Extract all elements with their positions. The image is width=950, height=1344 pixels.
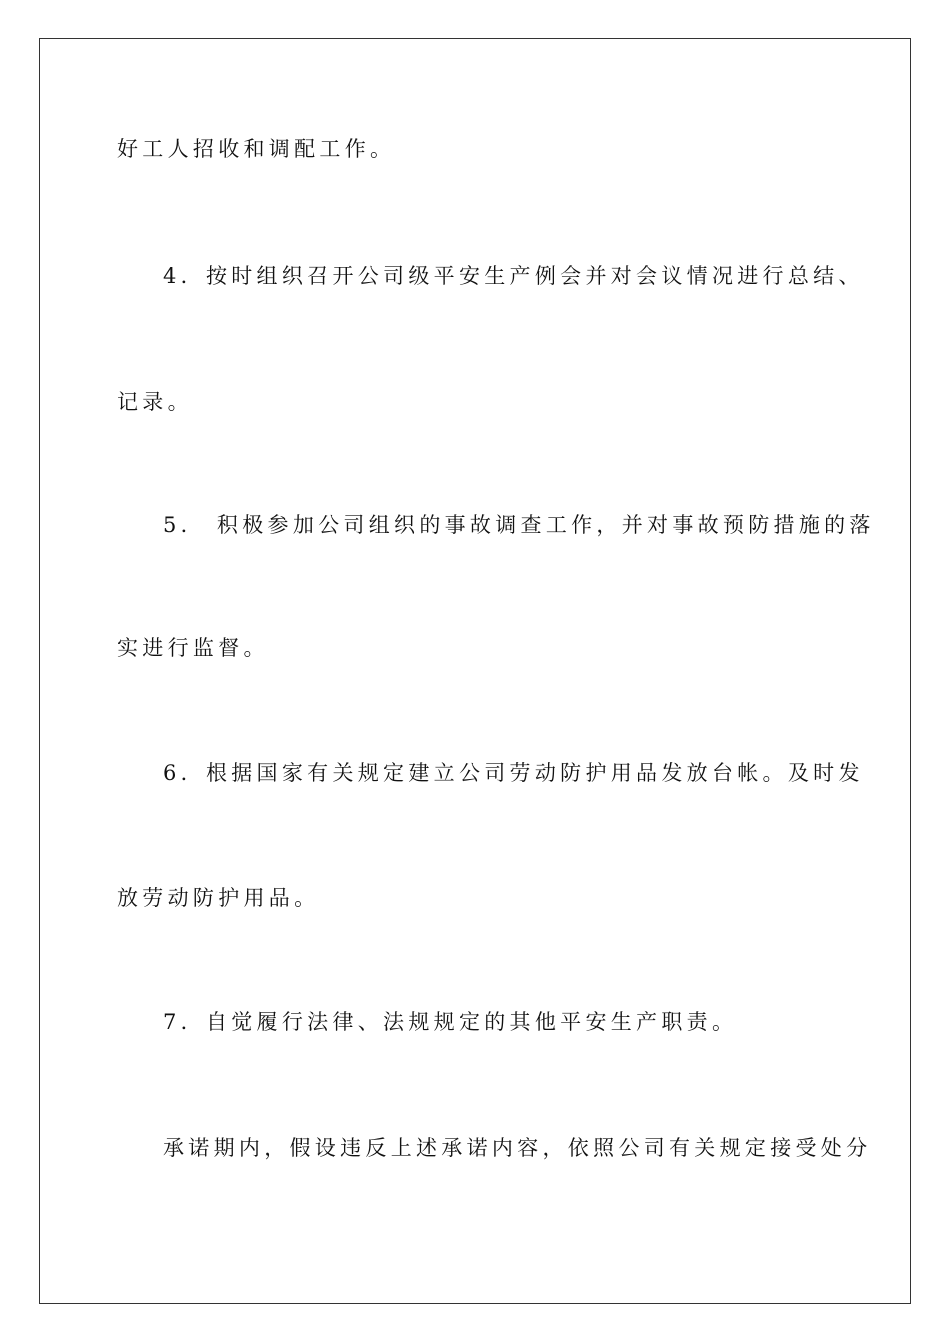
item-5-line-1: 5． 积极参加公司组织的事故调查工作，并对事故预防措施的落 <box>163 513 875 537</box>
text-line-1: 好工人招收和调配工作。 <box>117 137 396 161</box>
item-6-line-1: 6．根据国家有关规定建立公司劳动防护用品发放台帐。及时发 <box>163 761 864 785</box>
page-border <box>39 38 911 1304</box>
item-4-line-2: 记录。 <box>117 390 193 414</box>
commitment-paragraph-line-1: 承诺期内，假设违反上述承诺内容，依照公司有关规定接受处分 <box>163 1136 872 1160</box>
item-6-line-2: 放劳动防护用品。 <box>117 886 320 910</box>
item-4-line-1: 4．按时组织召开公司级平安生产例会并对会议情况进行总结、 <box>163 264 864 288</box>
item-5-line-2: 实进行监督。 <box>117 636 269 660</box>
item-7-line-1: 7．自觉履行法律、法规规定的其他平安生产职责。 <box>163 1010 738 1034</box>
